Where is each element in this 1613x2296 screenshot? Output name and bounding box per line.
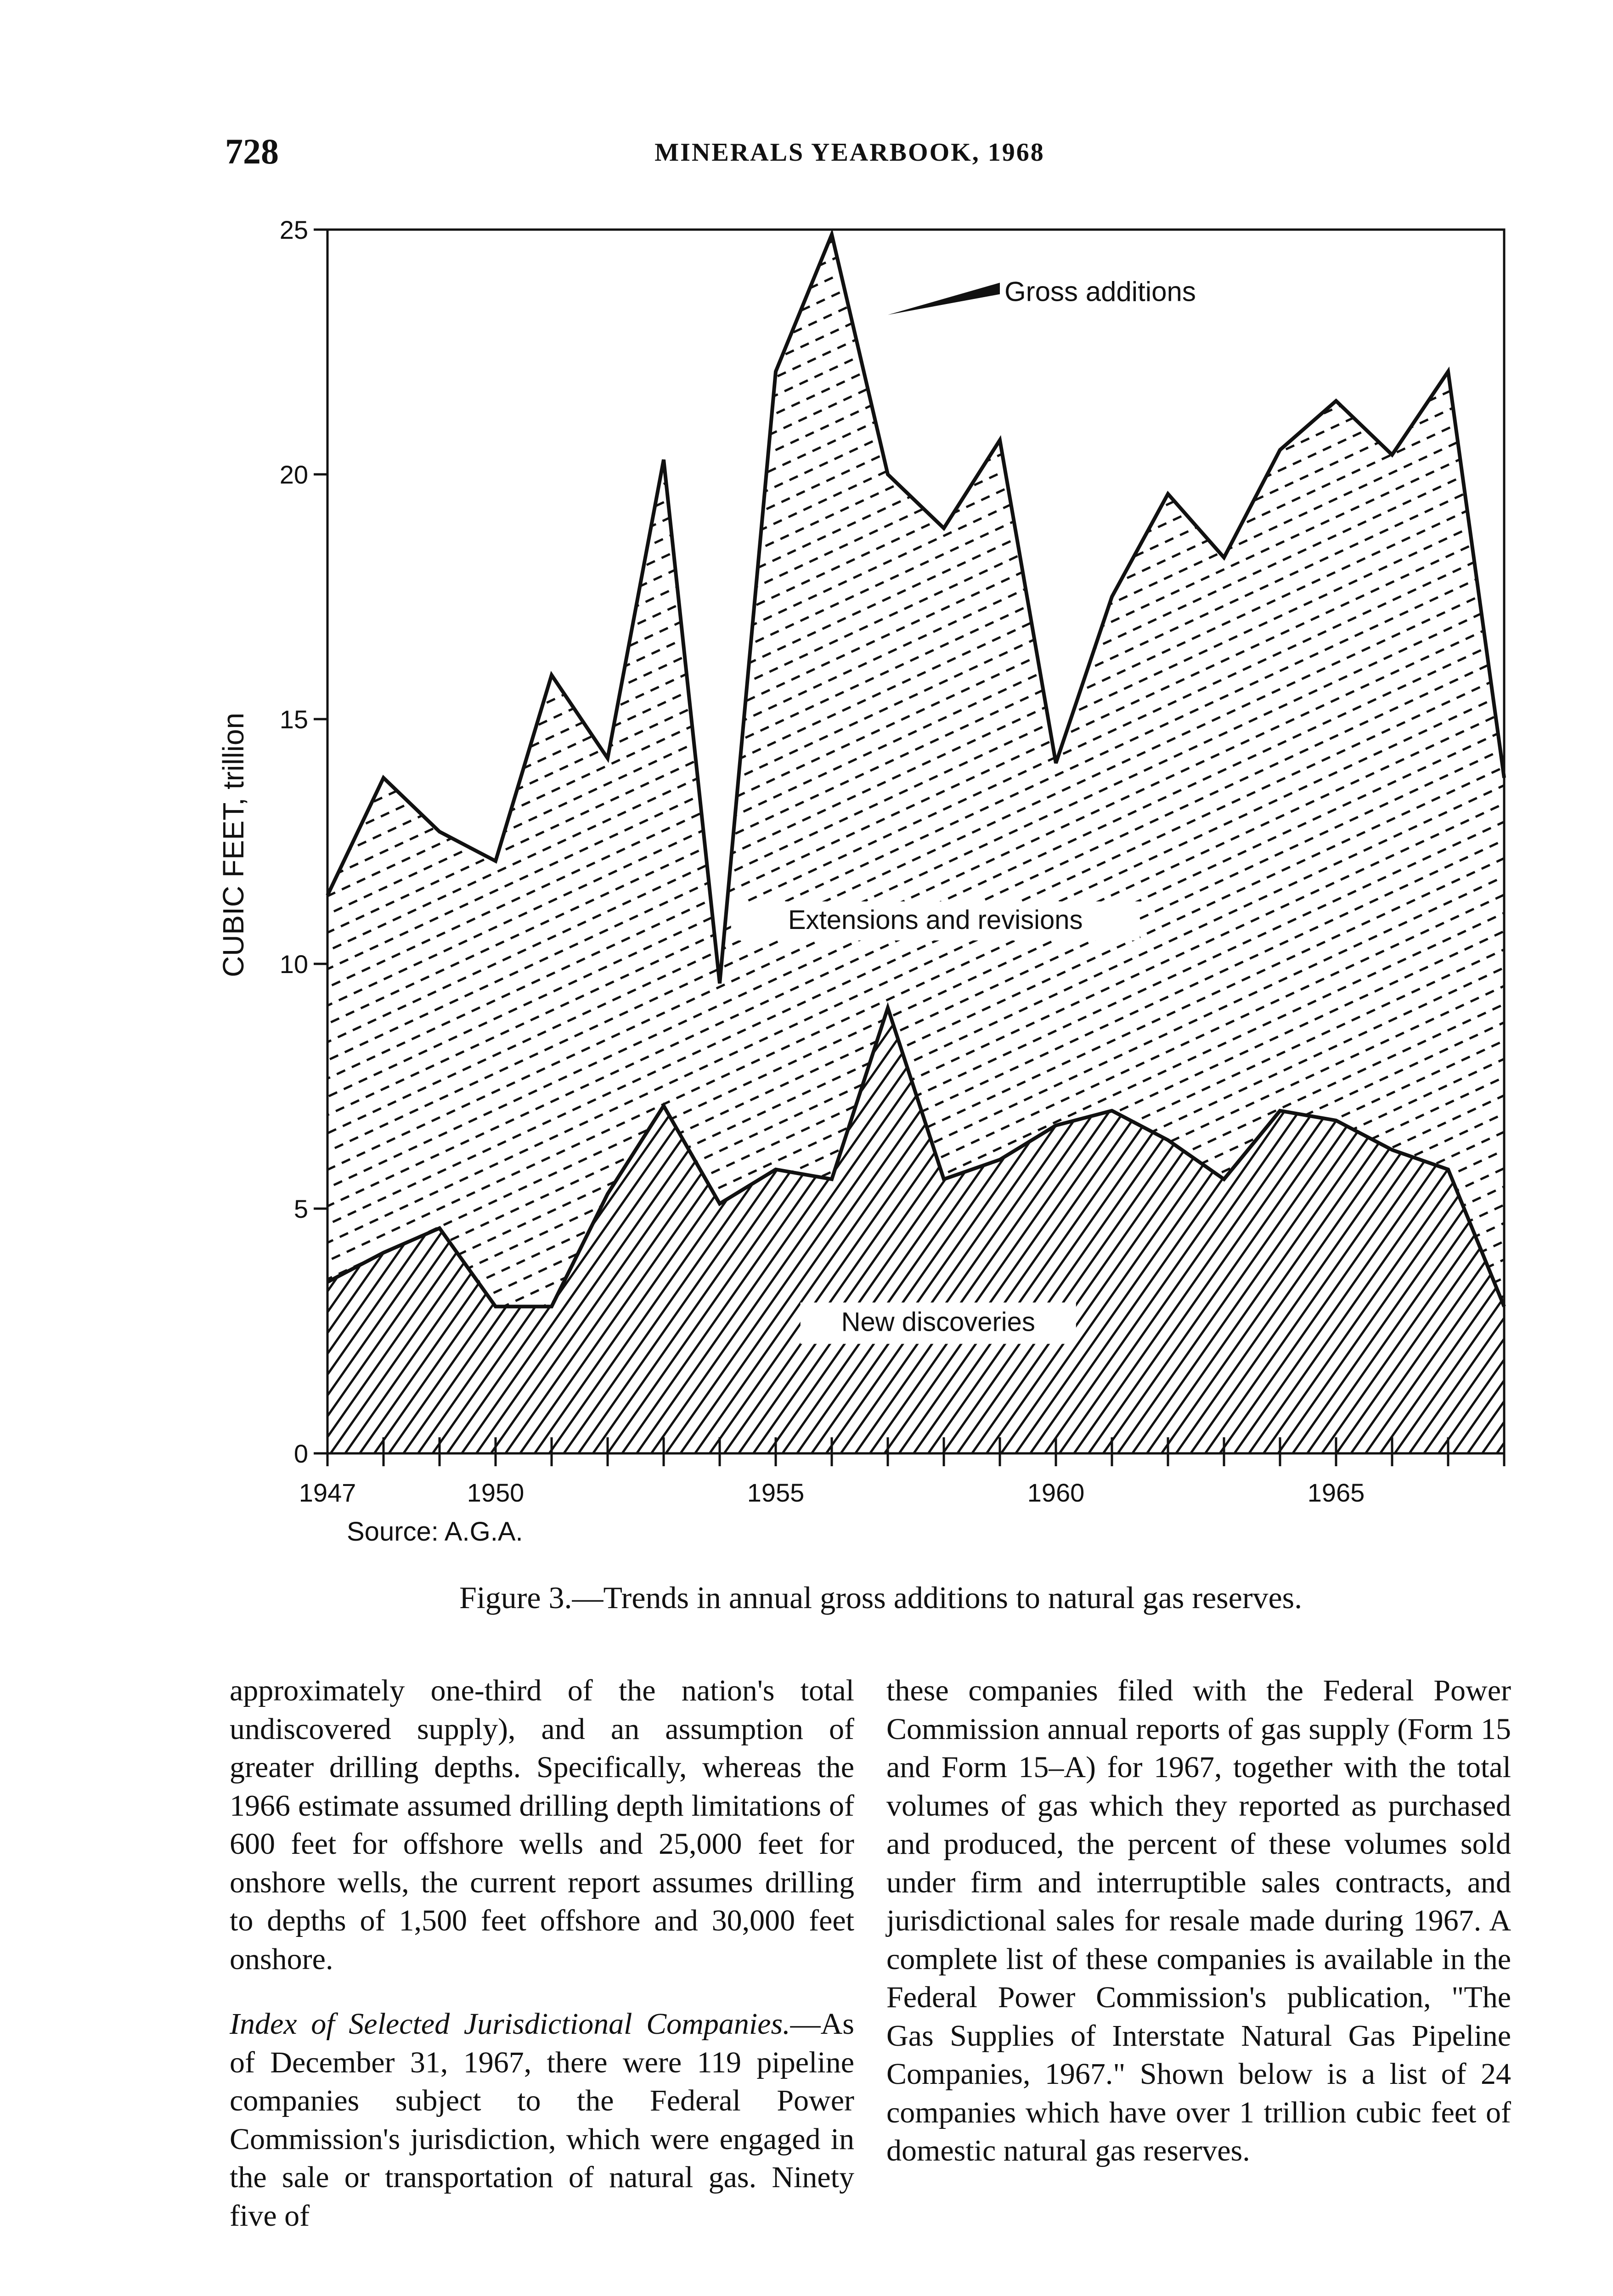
left-column [230, 1671, 854, 2235]
x-tick-label: 1947 [299, 1478, 356, 1507]
paragraph-index-heading [230, 2005, 854, 2235]
y-tick-label: 10 [279, 950, 308, 979]
page-number: 728 [225, 131, 279, 171]
y-axis-label: CUBIC FEET, trillion [217, 712, 250, 978]
right-column [886, 1671, 1511, 2170]
y-tick-label: 20 [279, 460, 308, 489]
running-head: MINERALS YEARBOOK, 1968 [654, 138, 1045, 167]
figure-caption: Figure 3.—Trends in annual gross additions to natural gas reserves. [459, 1580, 1303, 1615]
gross-additions-pointer [888, 283, 1000, 315]
label-gross-additions: Gross additions [1004, 276, 1196, 307]
x-tick-label: 1955 [747, 1478, 805, 1507]
x-tick-label: 1960 [1027, 1478, 1085, 1507]
y-tick-label: 25 [279, 215, 308, 244]
paragraph-text: —As of December 31, 1967, there were 119 pipeline companies subject to the Federal Power Commission's jurisdiction, which were engaged in the sale or transportation of natural gas. Ninety five of [230, 2007, 854, 2233]
label-extensions-and-revisions: Extensions and revisions [788, 905, 1083, 935]
source-label: Source: A.G.A. [347, 1517, 523, 1547]
run-in-heading: Index of Selected Jurisdictional Companies. [230, 2007, 790, 2041]
y-tick-label: 15 [279, 705, 308, 734]
paragraph: these companies filed with the Federal Power Commission annual reports of gas supply (Form 15 and Form 15–A) for 1967, together with the total volumes of gas which they reported as purchased and produced, the percent of these volumes sold under firm and interruptible sales contracts, and jurisdictional sales for resale made during 1967. A complete list of these companies is available in the Federal Power Commission's publication, "The Gas Supplies of Interstate Natural Gas Pipeline Companies, 1967." Shown below is a list of 24 companies which have over 1 trillion cubic feet of domestic natural gas reserves. [886, 1674, 1511, 2167]
y-tick-label: 5 [293, 1194, 308, 1223]
x-tick-label: 1965 [1307, 1478, 1365, 1507]
y-tick-label: 0 [293, 1439, 308, 1468]
label-new-discoveries: New discoveries [841, 1307, 1035, 1337]
paragraph: approximately one-third of the nation's total undiscovered supply), and an assumption of greater drilling depths. Specifically, whereas the 1966 estimate assumed drilling depth limitations of 600 feet for offshore wells and 25,000 feet for onshore wells, the current report assumes drilling to depths of 1,500 feet offshore and 30,000 feet onshore. [230, 1674, 854, 1976]
x-tick-label: 1950 [467, 1478, 525, 1507]
